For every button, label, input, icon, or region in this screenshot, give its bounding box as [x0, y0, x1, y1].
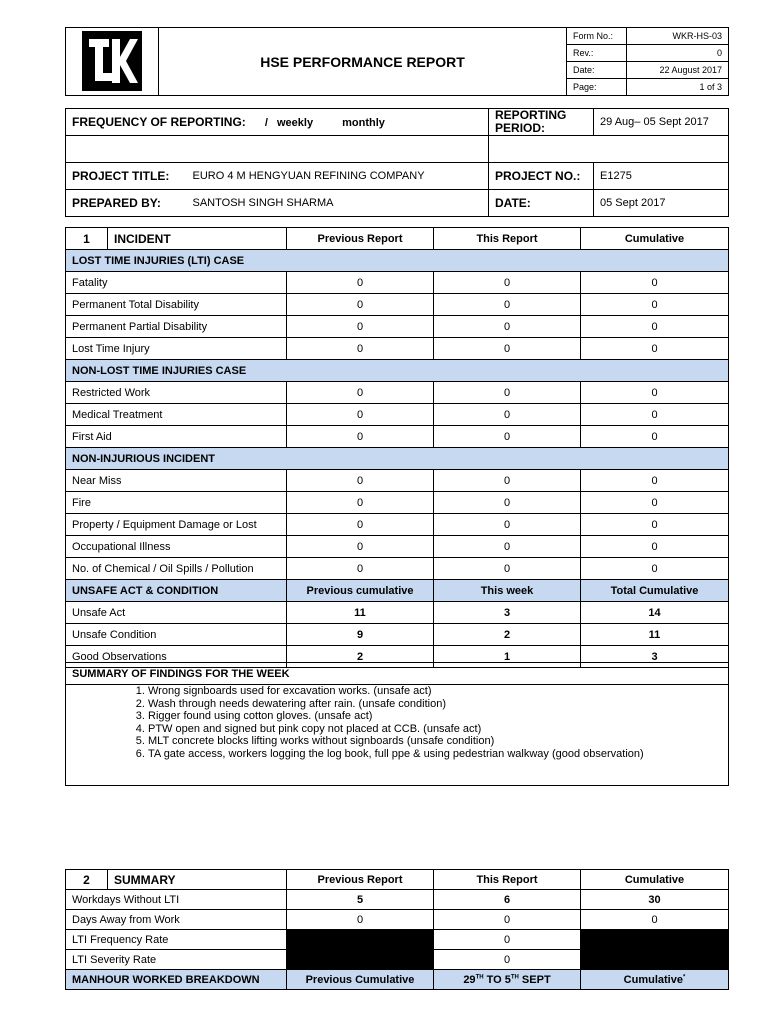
- category-header: LOST TIME INJURIES (LTI) CASE: [66, 250, 729, 272]
- summary-table: [65, 869, 729, 990]
- cell-value: 11: [287, 602, 434, 624]
- findings-list-cell: [66, 685, 729, 786]
- footnote-marker: *: [682, 973, 686, 980]
- cell-value: 0: [287, 514, 434, 536]
- list-item: 4. PTW open and signed but pink copy not placed at CCB. (unsafe act): [148, 723, 722, 736]
- row-label: Property / Equipment Damage or Lost: [66, 514, 287, 536]
- cell-value: 0: [287, 910, 434, 930]
- section-number: 1: [66, 228, 108, 250]
- frequency-monthly: monthly: [342, 117, 385, 129]
- blank-cell: [66, 136, 489, 163]
- row-label: Occupational Illness: [66, 536, 287, 558]
- cell-value: 0: [434, 426, 581, 448]
- cell-value: 0: [581, 316, 729, 338]
- manhour-date-month: SEPT: [518, 973, 551, 986]
- list-item: 3. Rigger found using cotton gloves. (unsafe act): [148, 710, 722, 723]
- cell-value: 11: [581, 624, 729, 646]
- cell-value: 0: [434, 536, 581, 558]
- row-label: Permanent Partial Disability: [66, 316, 287, 338]
- rev-label: Rev.:: [567, 45, 627, 62]
- row-label: Fatality: [66, 272, 287, 294]
- report-title: HSE PERFORMANCE REPORT: [159, 28, 567, 96]
- cell-value: 0: [581, 272, 729, 294]
- cell-value: 0: [287, 470, 434, 492]
- row-label: Unsafe Act: [66, 602, 287, 624]
- cell-value: 0: [581, 294, 729, 316]
- cell-value: 0: [434, 492, 581, 514]
- category-header: MANHOUR WORKED BREAKDOWN: [66, 970, 287, 990]
- row-label: Unsafe Condition: [66, 624, 287, 646]
- table-row: [66, 492, 729, 514]
- cell-value: 0: [434, 272, 581, 294]
- list-item: 5. MLT concrete blocks lifting works without signboards (unsafe condition): [148, 735, 722, 748]
- category-header: NON-LOST TIME INJURIES CASE: [66, 360, 729, 382]
- cell-value: 0: [434, 338, 581, 360]
- period-label: REPORTING PERIOD:: [489, 109, 594, 136]
- column-header: This week: [434, 580, 581, 602]
- cell-value: 0: [434, 910, 581, 930]
- table-row: [66, 382, 729, 404]
- table-row: [66, 272, 729, 294]
- section-title: SUMMARY: [108, 870, 287, 890]
- cell-value: 14: [581, 602, 729, 624]
- section-number: 2: [66, 870, 108, 890]
- column-header: This Report: [434, 228, 581, 250]
- cell-value: 0: [434, 404, 581, 426]
- cell-value: 0: [434, 382, 581, 404]
- cell-value: 2: [434, 624, 581, 646]
- cell-value: 0: [581, 470, 729, 492]
- table-row: [66, 930, 729, 950]
- frequency-label: FREQUENCY OF REPORTING:: [72, 115, 246, 129]
- column-header: Previous cumulative: [287, 580, 434, 602]
- frequency-slash: /: [264, 117, 268, 129]
- cell-value: 0: [581, 536, 729, 558]
- row-label: Workdays Without LTI: [66, 890, 287, 910]
- cell-value: 0: [581, 338, 729, 360]
- table-row: [66, 910, 729, 930]
- section-title: INCIDENT: [108, 228, 287, 250]
- project-info: [65, 108, 729, 217]
- date-value: 22 August 2017: [627, 62, 729, 79]
- row-label: Near Miss: [66, 470, 287, 492]
- row-label: Days Away from Work: [66, 910, 287, 930]
- table-row: [66, 624, 729, 646]
- report-date-label: DATE:: [489, 190, 594, 217]
- company-logo: [66, 28, 159, 96]
- column-header: Previous Report: [287, 228, 434, 250]
- cell-value: 5: [287, 890, 434, 910]
- form-no-value: WKR-HS-03: [627, 28, 729, 45]
- cell-value: 0: [287, 294, 434, 316]
- table-row: [66, 536, 729, 558]
- cell-value: 0: [287, 338, 434, 360]
- column-header: This Report: [434, 870, 581, 890]
- cell-value: 0: [287, 492, 434, 514]
- cell-value: 0: [434, 950, 581, 970]
- project-title-label: PROJECT TITLE:: [66, 163, 187, 190]
- column-header: Total Cumulative: [581, 580, 729, 602]
- table-row: [66, 890, 729, 910]
- table-row: [66, 514, 729, 536]
- page-label: Page:: [567, 79, 627, 96]
- manhour-cumulative-label: Cumulative: [623, 973, 683, 986]
- row-label: Good Observations: [66, 646, 287, 668]
- cell-value: 0: [434, 558, 581, 580]
- form-header: [65, 27, 729, 96]
- row-label: LTI Severity Rate: [66, 950, 287, 970]
- cell-value: 0: [434, 470, 581, 492]
- table-row: [66, 558, 729, 580]
- cell-value: 0: [434, 294, 581, 316]
- cell-value: 0: [581, 404, 729, 426]
- manhour-date-from: 29: [463, 973, 476, 986]
- frequency-cell: [66, 109, 489, 136]
- cell-value: 0: [581, 492, 729, 514]
- table-row: [66, 338, 729, 360]
- column-header: Previous Cumulative: [287, 970, 434, 990]
- page-value: 1 of 3: [627, 79, 729, 96]
- list-item: 6. TA gate access, workers logging the log book, full ppe & using pedestrian walkway (good observation): [148, 748, 722, 761]
- column-header: Cumulative: [581, 228, 729, 250]
- row-label: No. of Chemical / Oil Spills / Pollution: [66, 558, 287, 580]
- redacted-cell: [581, 930, 729, 970]
- cell-value: 0: [287, 316, 434, 338]
- incident-table: [65, 227, 729, 668]
- cell-value: 6: [434, 890, 581, 910]
- cell-value: 0: [581, 426, 729, 448]
- cell-value: 0: [581, 514, 729, 536]
- findings-list: [72, 685, 722, 761]
- cell-value: 0: [287, 536, 434, 558]
- frequency-weekly: weekly: [276, 117, 314, 129]
- column-header: Cumulative: [581, 870, 729, 890]
- findings-table: [65, 662, 729, 786]
- project-no-label: PROJECT NO.:: [489, 163, 594, 190]
- cell-value: 0: [287, 558, 434, 580]
- category-header: UNSAFE ACT & CONDITION: [66, 580, 287, 602]
- cell-value: 3: [581, 646, 729, 668]
- date-label: Date:: [567, 62, 627, 79]
- manhour-date-sup: TH: [510, 973, 519, 980]
- cell-value: 1: [434, 646, 581, 668]
- row-label: Fire: [66, 492, 287, 514]
- column-header: [581, 970, 729, 990]
- redacted-cell: [287, 930, 434, 950]
- cell-value: 3: [434, 602, 581, 624]
- report-date-value: 05 Sept 2017: [594, 190, 729, 217]
- cell-value: 9: [287, 624, 434, 646]
- table-row: [66, 294, 729, 316]
- findings-header: SUMMARY OF FINDINGS FOR THE WEEK: [66, 663, 729, 685]
- row-label: Restricted Work: [66, 382, 287, 404]
- redacted-cell: [287, 950, 434, 970]
- rev-value: 0: [627, 45, 729, 62]
- manhour-date-sup: TH: [475, 973, 484, 980]
- row-label: Permanent Total Disability: [66, 294, 287, 316]
- cell-value: 0: [287, 382, 434, 404]
- list-item: 2. Wash through needs dewatering after rain. (unsafe condition): [148, 698, 722, 711]
- blank-cell: [489, 136, 729, 163]
- cell-value: 0: [434, 514, 581, 536]
- prepared-by-value: SANTOSH SINGH SHARMA: [187, 190, 489, 217]
- category-header: NON-INJURIOUS INCIDENT: [66, 448, 729, 470]
- cell-value: 0: [287, 404, 434, 426]
- row-label: Lost Time Injury: [66, 338, 287, 360]
- cell-value: 0: [581, 382, 729, 404]
- cell-value: 2: [287, 646, 434, 668]
- table-row: [66, 316, 729, 338]
- manhour-date-to: TO 5: [483, 973, 511, 986]
- table-row: [66, 602, 729, 624]
- row-label: LTI Frequency Rate: [66, 930, 287, 950]
- column-header: Previous Report: [287, 870, 434, 890]
- cell-value: 0: [434, 316, 581, 338]
- cell-value: 0: [434, 930, 581, 950]
- cell-value: 0: [581, 910, 729, 930]
- logo-icon: [82, 31, 142, 91]
- list-item: 1. Wrong signboards used for excavation works. (unsafe act): [148, 685, 722, 698]
- cell-value: 30: [581, 890, 729, 910]
- project-title-value: EURO 4 M HENGYUAN REFINING COMPANY: [187, 163, 489, 190]
- project-no-value: E1275: [594, 163, 729, 190]
- table-row: [66, 404, 729, 426]
- row-label: Medical Treatment: [66, 404, 287, 426]
- cell-value: 0: [581, 558, 729, 580]
- table-row: [66, 426, 729, 448]
- period-value: 29 Aug– 05 Sept 2017: [594, 109, 729, 136]
- cell-value: 0: [287, 272, 434, 294]
- prepared-by-label: PREPARED BY:: [66, 190, 187, 217]
- row-label: First Aid: [66, 426, 287, 448]
- column-header: [434, 970, 581, 990]
- cell-value: 0: [287, 426, 434, 448]
- table-row: [66, 470, 729, 492]
- form-no-label: Form No.:: [567, 28, 627, 45]
